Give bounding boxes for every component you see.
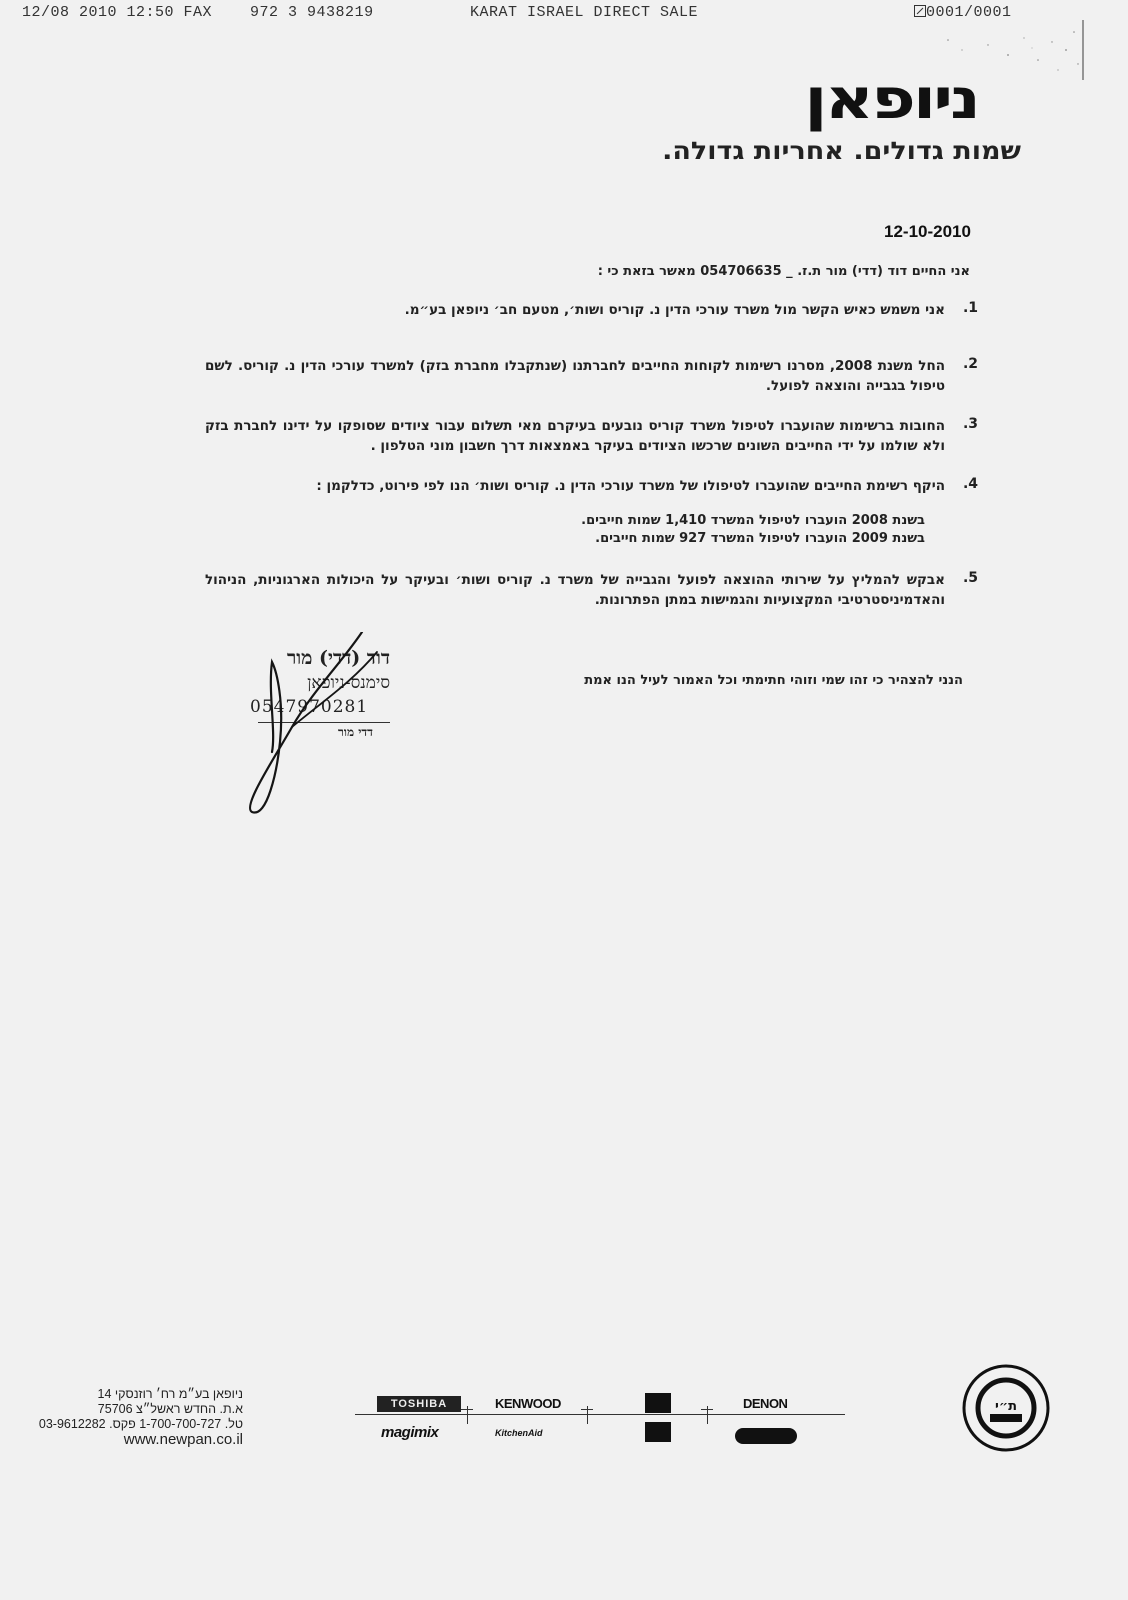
- list-item: אבקש להמליץ על שירותי ההוצאה לפועל והגבייה של משרד נ. קוריס ושות׳ ובעיקר על היכולות הארגוניות, הניהול והאדמיניסטרטיבי המקצועיות והגמישות במתן הפתרונות.: [205, 572, 945, 608]
- logo-tagline: שמות גדולים. אחריות גדולה.: [662, 137, 1021, 166]
- stamp-phone: 0547970281: [250, 697, 369, 717]
- company-address: [38, 1387, 243, 1447]
- fax-datetime: 12/08 2010 12:50 FAX 972 3 9438219: [22, 4, 374, 21]
- fax-number: 972 3 9438219: [250, 4, 374, 21]
- brand-strip: [355, 1358, 845, 1441]
- seal-mark: ת״י: [995, 1399, 1017, 1414]
- brand-logo-block: [645, 1393, 671, 1413]
- debtor-counts: [581, 512, 925, 548]
- kenwood-logo: KENWOOD: [495, 1396, 561, 1411]
- confirmation-statement: הנני להצהיר כי זהו שמי וזוהי חתימתי וכל האמור לעיל הנו אמת: [584, 673, 963, 688]
- fax-page-icon: [914, 5, 926, 17]
- fax-company: KARAT ISRAEL DIRECT SALE: [470, 4, 699, 21]
- item-number: .2: [962, 356, 978, 372]
- company-logo: [804, 67, 978, 140]
- list-item: אני משמש כאיש הקשר מול משרד עורכי הדין נ. קוריס ושות׳, מטעם חב׳ ניופאן בע״מ.: [404, 302, 945, 318]
- brand-separator: [701, 1409, 713, 1410]
- logo-wordmark: ניופאן: [804, 67, 978, 132]
- brand-separator: [581, 1409, 593, 1410]
- debtor-count-2008: בשנת 2008 הועברו לטיפול המשרד 1,410 שמות חייבים.: [581, 513, 925, 528]
- standards-seal-icon: [960, 1362, 1052, 1454]
- website-link[interactable]: www.newpan.co.il: [123, 1431, 243, 1448]
- letter-date: 12-10-2010: [884, 222, 971, 241]
- list-item: החובות ברשימות שהועברו לטיפול משרד קוריס נובעים בעיקרם מאי תשלום עבור ציודים שסופקו על ידינו לחברת בזק ולא שולמו על ידי החייבים השונים שרכשו הציודים בעיקר באמצאות דרך חשבון מוני הטלפון .: [205, 418, 945, 454]
- debtor-count-2009: בשנת 2009 הועברו לטיפול המשרד 927 שמות חייבים.: [595, 531, 925, 546]
- brand-logo-block: [645, 1422, 671, 1442]
- brand-separator: [461, 1409, 473, 1410]
- fax-page-counter: 0001/0001: [914, 4, 1012, 21]
- address-line: ניופאן בע״מ רח׳ רוזנסקי 14: [97, 1387, 243, 1401]
- stamp-short-name: דדי מור: [338, 725, 373, 739]
- item-number: .3: [962, 416, 978, 432]
- item-number: .4: [962, 476, 978, 492]
- list-item: החל משנת 2008, מסרנו רשימות לקוחות החייבים לחברתנו (שנתקבלו מחברת בזק) למשרד עורכי הדין נ. קוריס. לשם טיפול בגבייה והוצאה לפועל.: [205, 358, 945, 394]
- item-number: .5: [962, 570, 978, 586]
- address-line: א.ת. החדש ראשל״צ 75706: [97, 1402, 243, 1416]
- item-number: .1: [962, 300, 978, 316]
- contact-line: טל. 1-700-700-727 פקס. 03-9612282: [38, 1417, 243, 1431]
- handwritten-signature: [232, 632, 392, 832]
- brand-logo-pill: [735, 1428, 797, 1444]
- stamp-company: סימנס-ניופאן: [307, 673, 390, 693]
- denon-logo: DENON: [743, 1396, 788, 1411]
- fax-header: [22, 4, 1012, 24]
- kitchenaid-logo: KitchenAid: [495, 1428, 543, 1438]
- stamp-name: דוד (דדי) מור: [286, 647, 390, 669]
- brand-divider: [355, 1414, 845, 1415]
- list-item: היקף רשימת החייבים שהועברו לטיפולו של משרד עורכי הדין נ. קוריס ושות׳ הנו לפי פירוט, כדלקמן :: [316, 478, 945, 494]
- toshiba-logo: TOSHIBA: [377, 1396, 461, 1412]
- magimix-logo: magimix: [381, 1424, 439, 1441]
- declaration-line: אני החיים דוד (דדי) מור ת.ז. _ 054706635 מאשר בזאת כי :: [597, 264, 970, 279]
